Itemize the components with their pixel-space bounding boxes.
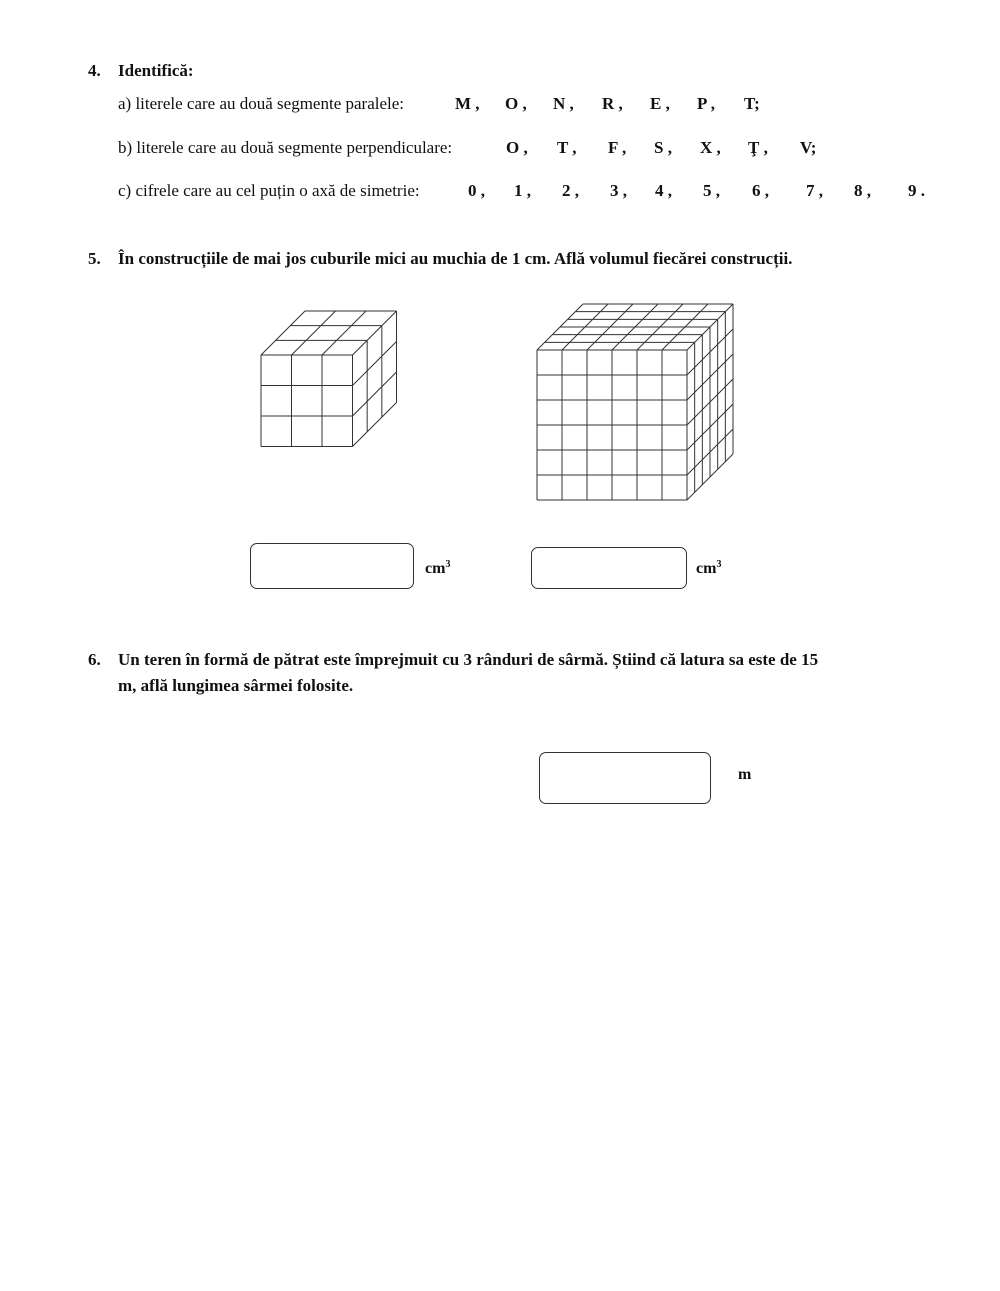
unit-cm3-2	[696, 559, 721, 578]
q4-b-text: b) literele care au două segmente perpendiculare:	[118, 138, 453, 157]
q4-c-token[interactable]: 1 ,	[514, 181, 531, 200]
unit-cm3-1	[425, 559, 450, 578]
unit-cm3-2-base: cm	[696, 560, 717, 577]
q4-a-token[interactable]: N ,	[553, 94, 574, 113]
q4-b-token[interactable]: S ,	[654, 138, 672, 157]
unit-cm3-1-exp: 3	[445, 559, 451, 570]
q4-c-token[interactable]: 4 ,	[655, 181, 672, 200]
q4-c-token[interactable]: 3 ,	[610, 181, 627, 200]
q4-c-token[interactable]: 9 .	[908, 181, 925, 200]
q6-number: 6.	[88, 650, 101, 669]
q5-title: În construcțiile de mai jos cuburile mici au muchia de 1 cm. Află volumul fiecărei construcții.	[118, 249, 793, 268]
q4-c-token[interactable]: 6 ,	[752, 181, 769, 200]
q4-a-token[interactable]: E ,	[650, 94, 670, 113]
q4-c-token[interactable]: 7 ,	[806, 181, 823, 200]
small-cube-figure	[260, 310, 400, 452]
q4-c-token[interactable]: 2 ,	[562, 181, 579, 200]
unit-m: m	[738, 766, 752, 783]
unit-cm3-1-base: cm	[425, 560, 446, 577]
q4-a-token[interactable]: R ,	[602, 94, 623, 113]
q4-a-token[interactable]: T;	[744, 94, 760, 113]
q4-c-token[interactable]: 5 ,	[703, 181, 720, 200]
cube-grid-lines	[261, 311, 397, 447]
q5-number: 5.	[88, 249, 101, 268]
q4-a-token[interactable]: M ,	[455, 94, 480, 113]
unit-cm3-2-exp: 3	[716, 559, 722, 570]
q4-b-token[interactable]: Ţ ,	[748, 138, 768, 157]
q4-b-token[interactable]: O ,	[506, 138, 528, 157]
cube-grid-lines	[537, 304, 733, 500]
q4-a-text: a) literele care au două segmente paralele:	[118, 94, 404, 113]
volume-answer-input-1[interactable]	[250, 543, 414, 589]
q4-a-token[interactable]: P ,	[697, 94, 715, 113]
q4-c-token[interactable]: 8 ,	[854, 181, 871, 200]
q4-b-token[interactable]: F ,	[608, 138, 627, 157]
wire-length-answer-input[interactable]	[539, 752, 711, 804]
q4-b-token[interactable]: T ,	[557, 138, 577, 157]
volume-answer-input-2[interactable]	[531, 547, 687, 589]
q4-a-token[interactable]: O ,	[505, 94, 527, 113]
q4-b-token[interactable]: X ,	[700, 138, 721, 157]
q4-c-token[interactable]: 0 ,	[468, 181, 485, 200]
q4-title: Identifică:	[118, 61, 194, 80]
q4-c-text: c) cifrele care au cel puțin o axă de simetrie:	[118, 181, 420, 200]
large-cube-figure	[536, 303, 738, 503]
q6-title-line-2: m, află lungimea sârmei folosite.	[118, 676, 354, 695]
q4-number: 4.	[88, 61, 101, 80]
q6-title-line-1: Un teren în formă de pătrat este împrejmuit cu 3 rânduri de sârmă. Știind că latura sa este de 15	[118, 650, 819, 669]
q4-b-token[interactable]: V;	[800, 138, 817, 157]
